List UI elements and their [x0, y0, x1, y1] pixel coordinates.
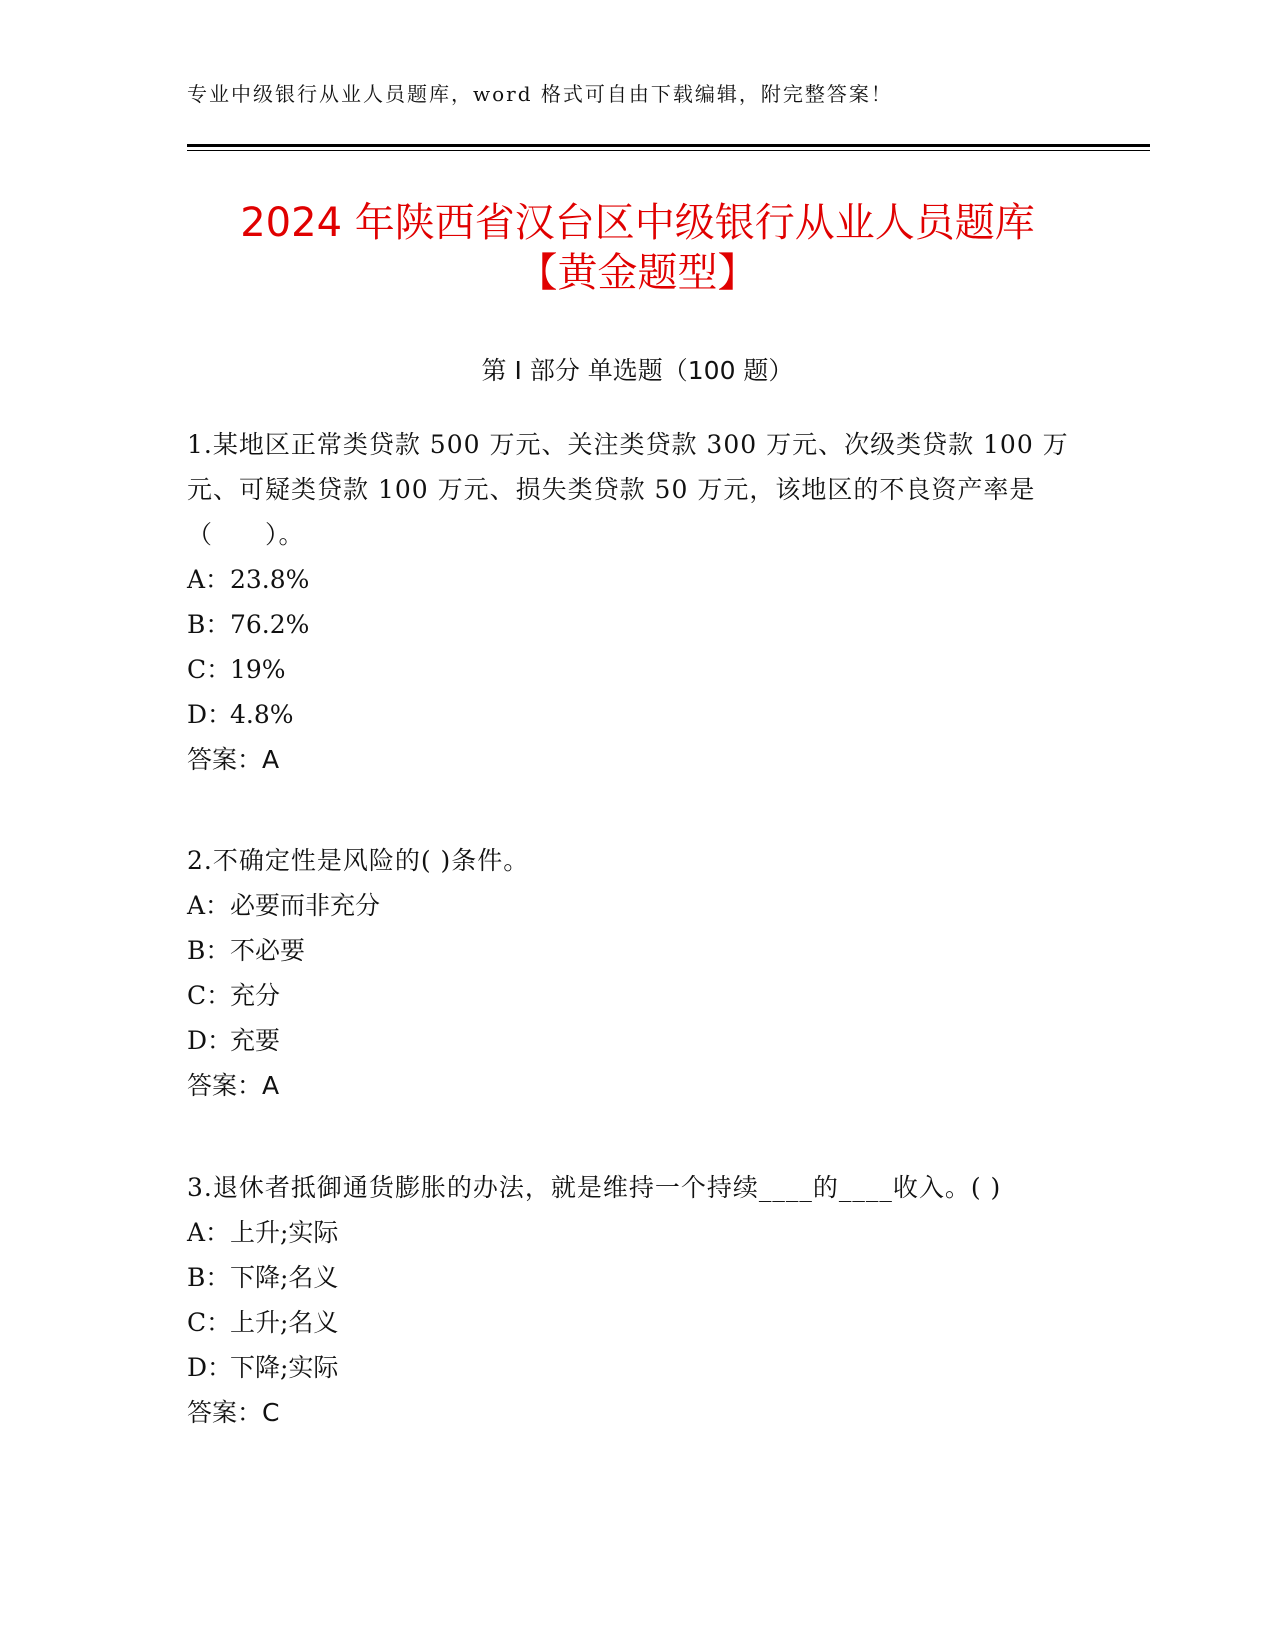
- document-title: [120, 198, 1155, 298]
- question-text: 2.不确定性是风险的( )条件。: [187, 846, 530, 875]
- answer: 答案：A: [187, 745, 280, 774]
- option-a: [187, 883, 1077, 928]
- option-b: [187, 602, 1077, 647]
- question-text: 3.退休者抵御通货膨胀的办法，就是维持一个持续____的____收入。( ): [187, 1173, 1002, 1202]
- option-text: 充要: [230, 1026, 281, 1055]
- option-text: 充分: [230, 981, 281, 1010]
- option-a: [187, 1210, 1077, 1255]
- option-text: 上升;名义: [230, 1308, 339, 1337]
- option-d: [187, 1345, 1077, 1390]
- option-b: [187, 1255, 1077, 1300]
- option-key: B：: [187, 936, 231, 965]
- option-text: 4.8%: [230, 700, 294, 729]
- question-text: 1.某地区正常类贷款 500 万元、关注类贷款 300 万元、次级类贷款 100 万元、可疑类贷款 100 万元、损失类贷款 50 万元，该地区的不良资产率是（ ）。: [187, 430, 1069, 549]
- option-key: A：: [187, 565, 231, 594]
- option-b: [187, 928, 1077, 973]
- option-key: A：: [187, 891, 231, 920]
- option-key: D：: [187, 1353, 233, 1382]
- answer: 答案：C: [187, 1398, 280, 1427]
- option-c: [187, 647, 1077, 692]
- option-c: [187, 1300, 1077, 1345]
- option-key: D：: [187, 700, 233, 729]
- title-line-2: 【黄金题型】: [517, 250, 758, 296]
- option-text: 下降;实际: [230, 1353, 339, 1382]
- option-key: C：: [187, 655, 232, 684]
- question-2: [187, 838, 1077, 1108]
- option-key: B：: [187, 610, 231, 639]
- option-text: 不必要: [230, 936, 306, 965]
- option-a: [187, 557, 1077, 602]
- option-text: 上升;实际: [230, 1218, 339, 1247]
- header-divider-thin: [187, 150, 1150, 151]
- option-d: [187, 692, 1077, 737]
- answer: 答案：A: [187, 1071, 280, 1100]
- option-key: A：: [187, 1218, 231, 1247]
- option-key: C：: [187, 1308, 232, 1337]
- option-d: [187, 1018, 1077, 1063]
- option-text: 76.2%: [230, 610, 310, 639]
- header-divider-thick: [187, 144, 1150, 147]
- header-note: 专业中级银行从业人员题库，word 格式可自由下载编辑，附完整答案！: [187, 82, 893, 106]
- title-line-1: 2024 年陕西省汉台区中级银行从业人员题库: [240, 200, 1035, 246]
- option-text: 下降;名义: [230, 1263, 339, 1292]
- question-1: [187, 422, 1077, 782]
- section-heading: 第 I 部分 单选题（100 题）: [481, 356, 794, 385]
- option-key: D：: [187, 1026, 233, 1055]
- option-key: B：: [187, 1263, 231, 1292]
- option-text: 必要而非充分: [230, 891, 381, 920]
- option-text: 19%: [230, 655, 286, 684]
- option-c: [187, 973, 1077, 1018]
- option-key: C：: [187, 981, 232, 1010]
- option-text: 23.8%: [230, 565, 310, 594]
- question-3: [187, 1165, 1077, 1435]
